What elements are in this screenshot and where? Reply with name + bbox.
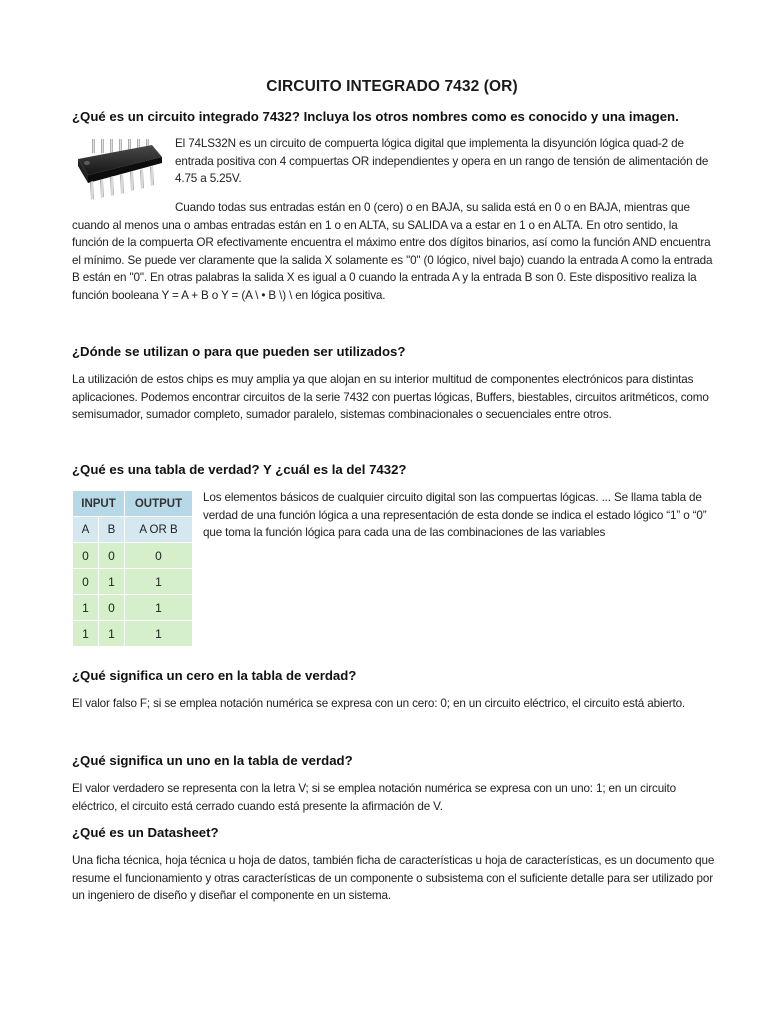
text-line: La utilización de estos chips es muy amplia ya que alojan en su interior multitud de componentes electrónicos para distintas — [72, 373, 694, 386]
text-line: Cuando todas sus entradas están en 0 (cero) o en BAJA, su salida está en 0 o en BAJA, mientras que — [175, 201, 690, 214]
paragraph-uno — [72, 780, 722, 815]
table-cell: 1 — [99, 621, 125, 647]
ic-chip-image — [72, 133, 164, 205]
header-output: OUTPUT — [125, 491, 193, 517]
paragraph-funcionamiento — [72, 199, 722, 304]
text-line: eléctrico, el circuito está cerrado cuando está presente la afirmación de V. — [72, 799, 443, 813]
table-row — [73, 569, 193, 595]
header-input: INPUT — [73, 491, 125, 517]
heading-donde-se-utilizan: ¿Dónde se utilizan o para que pueden ser utilizados? — [72, 344, 406, 359]
table-cell: 0 — [125, 543, 193, 569]
table-cell: 0 — [73, 543, 99, 569]
table-row — [73, 595, 193, 621]
table-cell: 1 — [125, 621, 193, 647]
subheader-a-or-b: A OR B — [125, 517, 193, 543]
text-line: semisumador, sumador completo, sumador paralelo, sistemas combinacionales o secuenciales entre otros. — [72, 408, 612, 421]
table-cell: 0 — [73, 569, 99, 595]
text-line: un ingeniero de diseño y diseñar el componente en un sistema. — [72, 889, 391, 902]
subheader-a: A — [73, 517, 99, 543]
heading-cero: ¿Qué significa un cero en la tabla de verdad? — [72, 668, 357, 683]
text-line: resume el funcionamiento y otras características de un componente o subsistema con el suficiente detalle para ser utilizado por — [72, 871, 713, 885]
table-cell: 1 — [73, 595, 99, 621]
text-line: función booleana Y = A + B o Y = (A \ • B \) \ en lógica positiva. — [72, 288, 386, 302]
text-line: verdad de una función lógica a una representación de esta donde se indica el estado lógico “1” o “0” — [203, 508, 707, 522]
text-line: el mínimo. Se puede ver claramente que la salida X solamente es "0" (0 lógico, nivel bajo) cuando la entrada A como la entrada — [72, 253, 713, 267]
heading-datasheet: ¿Qué es un Datasheet? — [72, 825, 219, 840]
truth-table-subheader — [73, 517, 193, 543]
table-cell: 1 — [125, 595, 193, 621]
table-row — [73, 543, 193, 569]
text-line: que toma la función lógica para cada una de las combinaciones de las variables — [203, 526, 606, 539]
document-title: CIRCUITO INTEGRADO 7432 (OR) — [266, 78, 518, 95]
table-cell: 0 — [99, 543, 125, 569]
text-line: El 74LS32N es un circuito de compuerta lógica digital que implementa la disyunción lógica quad-2 de — [175, 137, 684, 150]
table-cell: 1 — [125, 569, 193, 595]
table-cell: 0 — [99, 595, 125, 621]
text-line: Una ficha técnica, hoja técnica u hoja de datos, también ficha de características u hoja de características, es un documento que — [72, 854, 715, 867]
truth-table — [72, 490, 193, 647]
paragraph-utilizacion — [72, 371, 722, 424]
text-line: entrada positiva con 4 compuertas OR independientes y opera en un rango de tensión de alimentación de — [175, 154, 709, 168]
table-cell: 1 — [99, 569, 125, 595]
text-line: aplicaciones. Podemos encontrar circuitos de la serie 7432 con puertas lógicas, Buffers, biestables, circuitos aritméticos, como — [72, 390, 709, 404]
heading-uno: ¿Qué significa un uno en la tabla de verdad? — [72, 753, 353, 768]
table-cell: 1 — [73, 621, 99, 647]
subheader-b: B — [99, 517, 125, 543]
text-line: El valor verdadero se representa con la letra V; si se emplea notación numérica se expresa con un uno: 1; en un circuito — [72, 782, 676, 795]
truth-table-header — [73, 491, 193, 517]
paragraph-cero — [72, 695, 722, 713]
paragraph-datasheet — [72, 852, 722, 905]
text-line: El valor falso F; si se emplea notación numérica se expresa con un cero: 0; en un circuito eléctrico, el circuito está abierto. — [72, 697, 686, 710]
text-line: función de la compuerta OR efectivamente encuentra el máximo entre dos dígitos binarios, así como la función AND encuentra — [72, 236, 711, 249]
text-line: cuando al menos una o ambas entradas están en 1 o en ALTA, su SALIDA va a estar en 1 o en ALTA. En otro sentido, la — [72, 218, 678, 232]
text-line: Los elementos básicos de cualquier circuito digital son las compuertas lógicas. ... Se llama tabla de — [203, 491, 702, 504]
heading-tabla-de-verdad: ¿Qué es una tabla de verdad? Y ¿cuál es la del 7432? — [72, 462, 407, 477]
text-line: B están en "0". En otras palabras la salida X es igual a 0 cuando la entrada A y la entrada B son 0. Este dispositivo realiza la — [72, 271, 697, 284]
paragraph-intro — [175, 135, 715, 188]
paragraph-tabla-de-verdad — [203, 489, 718, 542]
heading-que-es-7432: ¿Qué es un circuito integrado 7432? Incluya los otros nombres como es conocido y una imagen. — [72, 109, 679, 124]
text-line: 4.75 a 5.25V. — [175, 172, 242, 185]
table-row — [73, 621, 193, 647]
